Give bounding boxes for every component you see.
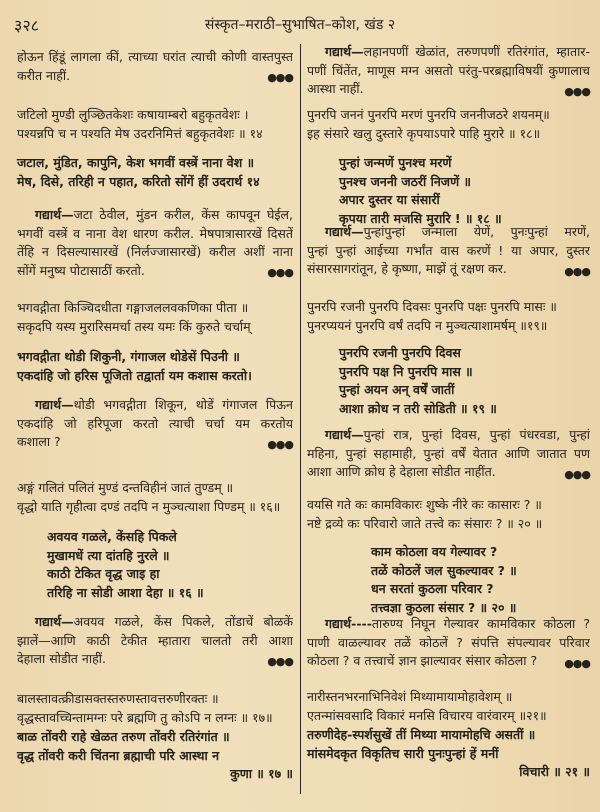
text-line: वयसि गते कः कामविकारः शुष्के नीरे कः कासारः ? ॥ bbox=[307, 497, 542, 512]
gadyartha-label: गद्यार्थ— bbox=[35, 614, 74, 629]
text-line: काम कोठला वय गेल्यावर ? bbox=[371, 544, 498, 559]
marathi-verse bbox=[307, 543, 590, 617]
gadyartha-label: गद्यार्थ— bbox=[35, 207, 74, 222]
text-line: विचारी ॥ २१ ॥ bbox=[519, 764, 590, 779]
line-text: पुन्हांपुन्हां जन्माला येणें, पुनःपुन्हां मरणें, bbox=[363, 224, 590, 239]
text-line: वृद्धो याति गृहीत्वा दण्डं तदपि न मुञ्चत्याशा पिण्डम् ॥ १६॥ bbox=[17, 498, 281, 514]
sanskrit-verse bbox=[17, 106, 293, 143]
paragraph bbox=[17, 48, 293, 85]
end-marker-icon: ●●● bbox=[564, 264, 590, 278]
text-line: पुनरपि रजनी पुनरपि दिवस bbox=[339, 345, 461, 360]
gadyartha-paragraph bbox=[307, 426, 590, 482]
text-line: वृद्ध तोंवरी करी चिंतना ब्रह्माची परि आस्था न bbox=[17, 747, 220, 763]
text-line: बालस्तावत्क्रीडासक्तस्तरुणस्तावत्तरुणीरक्तः ॥ bbox=[17, 691, 219, 706]
text-line: पुनरप्ययनं पुनरपि वर्षं तदपि न मुञ्चत्याशामर्षम् ॥१९॥ bbox=[307, 317, 548, 333]
text-line: महिना, पुन्हां सहामाही, पुन्हां वर्षें येतात आणि जातात पण bbox=[307, 445, 590, 461]
marathi-verse bbox=[307, 726, 590, 782]
text-line bbox=[307, 426, 590, 445]
end-marker-icon: ●●● bbox=[564, 84, 590, 98]
text-line: आशा आणि क्रोध हे देहाला सोडीत नाहींत. bbox=[307, 464, 496, 479]
sanskrit-verse bbox=[17, 299, 293, 336]
text-line: भगवीं वस्त्रें व नाना वेश धारण करील. मेषपात्रासारखें दिसतें bbox=[17, 225, 293, 241]
gadyartha-paragraph bbox=[17, 613, 293, 669]
marathi-verse bbox=[17, 348, 293, 385]
end-marker-icon: ●●● bbox=[267, 437, 293, 451]
text-line: नारीस्तनभरनाभिनिवेशं मिथ्यामायामोहावेशम् ॥ bbox=[307, 689, 513, 704]
text-line: आशा क्रोध न तरी सोडिती ॥ १९ ॥ bbox=[339, 400, 497, 416]
text-line: पुन्हां अयन अन् वर्षें जातीं bbox=[339, 382, 455, 397]
text-line: एतन्मांसवसादि विकारं मनसि विचारय वारंवारम् ॥२१॥ bbox=[307, 707, 547, 723]
marathi-verse bbox=[307, 344, 590, 418]
gadyartha-paragraph bbox=[307, 223, 590, 279]
text-line: पुनश्च जननी जठरीं निजणें ॥ bbox=[339, 173, 471, 189]
text-line: भगवद्गीता किञ्चिदधीता गङ्गाजललवकणिका पीता ॥ bbox=[17, 300, 249, 315]
gadyartha-paragraph bbox=[17, 206, 293, 280]
line-text: अवयव गळले, केंस पिकले, तोंडाचें बोळकें bbox=[73, 614, 293, 629]
text-line: नष्टे द्रव्ये कः परिवारो जाते तत्त्वे कः संसारः ? ॥ २० ॥ bbox=[307, 515, 543, 531]
gadyartha-label: गद्यार्थ— bbox=[35, 397, 74, 412]
text-line: पुन्हां जन्मणें पुनश्च मरणें bbox=[339, 155, 452, 170]
text-line: तेंहि न दिसल्यासारखें (निर्लज्जासारखें) करील अशीं नाना bbox=[17, 244, 293, 259]
end-marker-icon: ●●● bbox=[564, 467, 590, 481]
marathi-verse bbox=[17, 528, 293, 602]
text-line: होऊन हिंडूं लागला कीं, त्याच्या घरांत त्याची कोणी वास्तपुस्त bbox=[17, 49, 293, 64]
text-line: सोंगें मनुष्य पोटासाठीं करतो. bbox=[17, 262, 145, 278]
gadyartha-paragraph bbox=[307, 615, 590, 671]
gadyartha-label: गद्यार्थ— bbox=[325, 427, 364, 442]
text-line: पुनरपि जननं पुनरपि मरणं पुनरपि जननीजठरे शयनम्॥ bbox=[307, 107, 550, 122]
text-line: पुनरपि पक्ष नि पुनरपि मास ॥ bbox=[339, 363, 473, 379]
text-line: मांसमेदकृत विकृतिच सारी पुनःपुन्हां हें मनीं bbox=[307, 745, 499, 761]
text-line: तरुणीदेह-स्पर्शसुखें तीं मिथ्या मायामोहचि असतीं ॥ bbox=[307, 727, 536, 742]
line-text: तारुण्य निघून गेल्यावर कामविकार कोठला ? bbox=[371, 616, 590, 631]
end-marker-icon: ●●● bbox=[267, 654, 293, 668]
text-line: काठी टेकित वृद्ध जाइ हा bbox=[47, 566, 160, 581]
text-line: देहाला सोडीत नाहीं. bbox=[17, 651, 106, 666]
text-line: तत्त्वज्ञा कुठला संसार ? ॥ २० ॥ bbox=[371, 599, 517, 615]
gadyartha-label: गद्यार्थ---- bbox=[325, 616, 372, 631]
text-line: कुणा ॥ १७ ॥ bbox=[230, 766, 293, 781]
text-line: कृपया तारी मजसि मुरारि ! ॥ १८ ॥ bbox=[339, 210, 502, 226]
marathi-verse bbox=[17, 728, 293, 784]
gadyartha-label: गद्यार्थ— bbox=[325, 44, 364, 59]
sanskrit-verse bbox=[17, 479, 293, 516]
text-line: तळें कोठलें जल सुकल्यावर ? ॥ bbox=[371, 562, 517, 578]
text-line: वृद्धस्तावच्चिन्तामग्नः परे ब्रह्मणि तु कोऽपि न लग्नः ॥ १७॥ bbox=[17, 709, 273, 725]
gadyartha-paragraph bbox=[307, 43, 590, 99]
text-line: पश्यन्नपि च न पश्यति मेष उदरनिमित्तं बहुकृतवेशः ॥ १४ bbox=[17, 125, 263, 141]
text-line: एकदांहि जो हरिपूजा करतो त्याची चर्चा यम करतोय bbox=[17, 415, 293, 431]
sanskrit-verse bbox=[17, 690, 293, 727]
text-line: कशाला ? bbox=[17, 434, 61, 449]
text-line: पणीं चिंतेंत, माणूस मग्न असतो परंतु-परब्रह्माविषयीं कुणालाच bbox=[307, 62, 590, 78]
text-line: पुन्हां पुन्हां आईच्या गर्भांत वास करणें ! या अपार, दुस्तर bbox=[307, 242, 590, 258]
sanskrit-verse bbox=[307, 298, 590, 335]
line-text: लहानपणीं खेळांत, तरुणपणीं रतिरंगांत, म्हातार- bbox=[363, 44, 590, 59]
text-line: धन सरतां कुठला परिवार ? bbox=[371, 581, 494, 596]
marathi-verse bbox=[307, 154, 590, 228]
text-line: अङ्गं गलितं पलितं मुण्डं दन्तविहीनं जातं तुण्डम् ॥ bbox=[17, 480, 234, 495]
sanskrit-verse bbox=[307, 106, 590, 143]
text-line bbox=[17, 396, 293, 415]
sanskrit-verse bbox=[307, 688, 590, 725]
text-line bbox=[17, 613, 293, 632]
text-line: अपार दुस्तर या संसारीं bbox=[339, 192, 440, 207]
text-line: मुखामधें त्या दांतहि नुरले ॥ bbox=[47, 547, 170, 563]
text-line: मेष, दिसे, तरिही न पहात, करितो सोंगें हीं उदरार्थ १४ bbox=[17, 173, 260, 189]
running-head: संस्कृत–मराठी–सुभाषित–कोश, खंड २ bbox=[204, 17, 396, 33]
text-line: जटाल, मुंडित, कापुनि, केश भगवीं वस्त्रें नाना वेश ॥ bbox=[17, 155, 255, 170]
text-line: पाणी वाळल्यावर तळें कोठलें ? संपत्ति संपल्यावर परिवार bbox=[307, 634, 590, 650]
text-line: करीत नाहीं. bbox=[17, 67, 71, 83]
gadyartha-label: गद्यार्थ— bbox=[325, 224, 364, 239]
text-line: जटिलो मुण्डी लुञ्छितकेशः कषायाम्बरो बहुकृतवेशः । bbox=[17, 107, 249, 122]
line-text: पुन्हां रात्र, पुन्हां दिवस, पुन्हां पंधरवडा, पुन्हां bbox=[363, 427, 590, 442]
text-line: कोठला ? व तत्त्वाचें ज्ञान झाल्यावर संसार कोठला ? bbox=[307, 653, 538, 668]
column-divider bbox=[300, 44, 301, 794]
marathi-verse bbox=[17, 154, 293, 191]
text-line: बाळ तोंवरी राहे खेळत तरुण तोंवरी रतिरंगांत ॥ bbox=[17, 729, 230, 744]
text-line: तरिहि ना सोडी आशा देहा ॥ १६ ॥ bbox=[47, 584, 204, 600]
sanskrit-verse bbox=[307, 496, 590, 533]
text-line: आस्था नाहीं. bbox=[307, 81, 364, 96]
text-line: झालें—आणि काठी टेकीत म्हातारा चालतो तरी आशा bbox=[17, 632, 293, 648]
text-line bbox=[307, 223, 590, 242]
line-text: जटा ठेवील, मुंडन करील, केंस कापवून घेईल, bbox=[73, 207, 293, 222]
text-line: सकृदपि यस्य मुरारिसमर्चा तस्य यमः किं कुरुते चर्चाम् bbox=[17, 318, 251, 334]
end-marker-icon: ●●● bbox=[564, 656, 590, 670]
text-line: भगवद्गीता थोडी शिकुनी, गंगाजल थोडेसें पिउनी ॥ bbox=[17, 349, 240, 364]
text-line bbox=[307, 43, 590, 62]
text-line: अवयव गळले, केंसहि पिकले bbox=[47, 529, 177, 544]
text-line: एकदांहि जो हरिस पूजितो तद्वार्ता यम कशास करतो। bbox=[17, 367, 252, 383]
line-text: थोडी भगवद्गीता शिकून, थोडें गंगाजल पिऊन bbox=[73, 397, 293, 412]
text-line bbox=[17, 206, 293, 225]
text-line: इह संसारे खलु दुस्तारे कृपयाऽपारे पाहि मुरारे ॥ १८॥ bbox=[307, 125, 541, 141]
text-line: पुनरपि रजनी पुनरपि दिवसः पुनरपि पक्षः पुनरपि मासः ॥ bbox=[307, 299, 557, 314]
end-marker-icon: ●●● bbox=[267, 266, 293, 279]
gadyartha-paragraph bbox=[17, 396, 293, 452]
end-marker-icon: ●●● bbox=[267, 71, 293, 84]
text-line: संसारसागरांतून, हे कृष्णा, माझें तूं रक्षण कर. bbox=[307, 261, 507, 276]
text-line bbox=[307, 615, 590, 634]
page-number: ३२८ bbox=[14, 16, 39, 35]
